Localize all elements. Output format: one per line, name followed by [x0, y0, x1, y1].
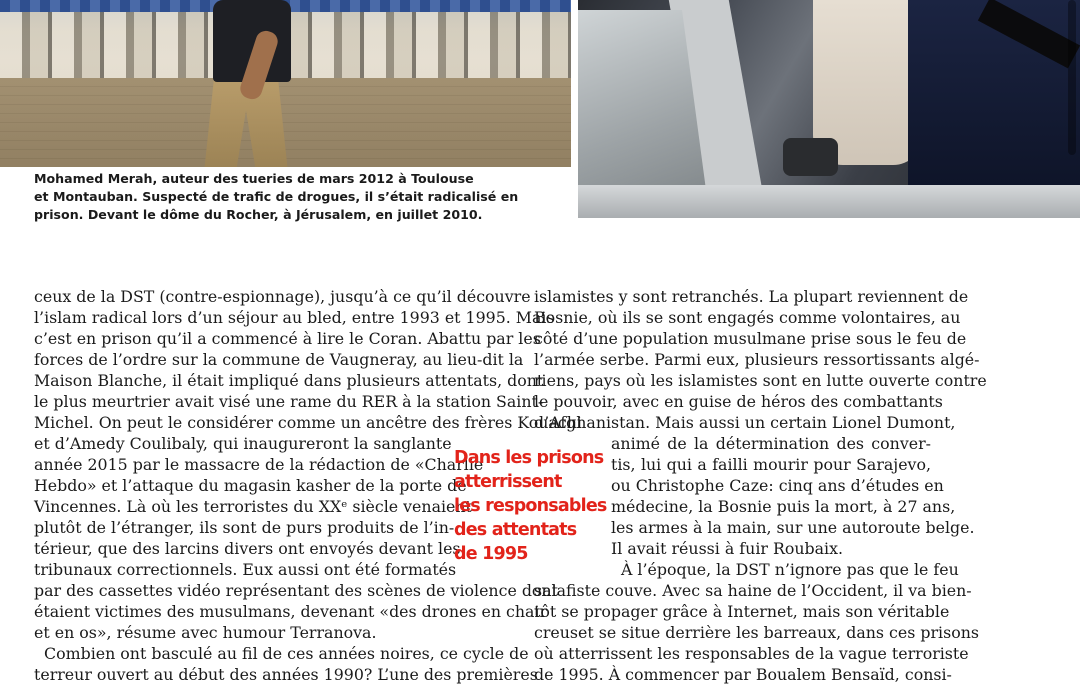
article-line: salafiste couve. Avec sa haine de l’Occident, il va bien-	[534, 581, 972, 600]
article-line: ou Christophe Caze: cinq ans d’études en	[611, 476, 944, 495]
article-line: côté d’une population musulmane prise sous le feu de	[534, 329, 967, 348]
article-line: et en os», résume avec humour Terranova.	[34, 623, 377, 642]
article-line: où atterrissent les responsables de la vague terroriste	[534, 644, 969, 663]
article-line: le pouvoir, avec en guise de héros des combattants	[534, 392, 943, 411]
article-line: animé de la détermination des conver-	[611, 434, 931, 453]
photo-mohamed-merah	[0, 0, 571, 167]
pull-quote-line: Dans les prisons	[454, 448, 604, 468]
article-line: c’est en prison qu’il a commencé à lire le Coran. Abattu par les	[34, 329, 541, 348]
photo-car-mirror	[783, 138, 838, 176]
article-line: par des cassettes vidéo représentant des scènes de violence dont	[34, 581, 558, 600]
article-line: les armes à la main, sur une autoroute belge.	[611, 518, 975, 537]
article-line: tôt se propager grâce à Internet, mais son véritable	[534, 602, 950, 621]
article-line: islamistes y sont retranchés. La plupart reviennent de	[534, 287, 969, 306]
article-line: de 1995. À commencer par Boualem Bensaïd, consi-	[534, 665, 952, 684]
article-line: année 2015 par le massacre de la rédaction de «Charlie	[34, 455, 484, 474]
caption-line: prison. Devant le dôme du Rocher, à Jérusalem, en juillet 2010.	[34, 207, 483, 222]
article-line: médecine, la Bosnie puis la mort, à 27 ans,	[611, 497, 956, 516]
photo-caption	[34, 170, 554, 224]
article-line: l’islam radical lors d’un séjour au bled, entre 1993 et 1995. Mais	[34, 308, 555, 327]
article-line: riens, pays où les islamistes sont en lutte ouverte contre	[534, 371, 987, 390]
article-line: tis, lui qui a failli mourir pour Sarajevo,	[611, 455, 931, 474]
article-line: Michel. On peut le considérer comme un ancêtre des frères Kouachi	[34, 413, 582, 432]
article-line: Combien ont basculé au fil de ces années noires, ce cycle de	[44, 644, 529, 663]
article-line: l’armée serbe. Parmi eux, plusieurs ressortissants algé-	[534, 350, 980, 369]
photo-police-arrest	[578, 0, 1080, 218]
scrollbar[interactable]	[1068, 0, 1076, 155]
article-line: terreur ouvert au début des années 1990? L’une des premières	[34, 665, 538, 684]
caption-line: et Montauban. Suspecté de trafic de drogues, il s’était radicalisé en	[34, 189, 519, 204]
pull-quote-line: de 1995	[454, 544, 528, 564]
article-line: le plus meurtrier avait visé une rame du RER à la station Saint-	[34, 392, 544, 411]
pull-quote	[454, 446, 607, 566]
article-line: étaient victimes des musulmans, devenant «des drones en chair	[34, 602, 548, 621]
article-line: Hebdo» et l’attaque du magasin kasher de la porte de	[34, 476, 467, 495]
article-line: Bosnie, où ils se sont engagés comme volontaires, au	[534, 308, 961, 327]
article-line: Il avait réussi à fuir Roubaix.	[611, 539, 844, 558]
pull-quote-line: les responsables	[454, 496, 607, 516]
article-line: d’Afghanistan. Mais aussi un certain Lionel Dumont,	[534, 413, 956, 432]
article-line: et d’Amedy Coulibaly, qui inaugureront la sanglante	[34, 434, 452, 453]
article-line: Maison Blanche, il était impliqué dans plusieurs attentats, dont	[34, 371, 544, 390]
pull-quote-line: atterrissent	[454, 472, 562, 492]
article-line: térieur, que des larcins divers ont envoyés devant les	[34, 539, 461, 558]
pull-quote-line: des attentats	[454, 520, 577, 540]
article-line: tribunaux correctionnels. Eux aussi ont été formatés	[34, 560, 457, 579]
caption-line: Mohamed Merah, auteur des tueries de mars 2012 à Toulouse	[34, 171, 474, 186]
photo-car-body	[578, 185, 1080, 218]
article-line: À l’époque, la DST n’ignore pas que le feu	[621, 560, 959, 579]
article-line: Vincennes. Là où les terroristes du XXᵉ siècle venaient	[34, 497, 472, 516]
article-line: forces de l’ordre sur la commune de Vaugneray, au lieu-dit la	[34, 350, 524, 369]
article-line: ceux de la DST (contre-espionnage), jusqu’à ce qu’il découvre	[34, 287, 531, 306]
article-line: plutôt de l’étranger, ils sont de purs produits de l’in-	[34, 518, 455, 537]
article-line: creuset se situe derrière les barreaux, dans ces prisons	[534, 623, 979, 642]
